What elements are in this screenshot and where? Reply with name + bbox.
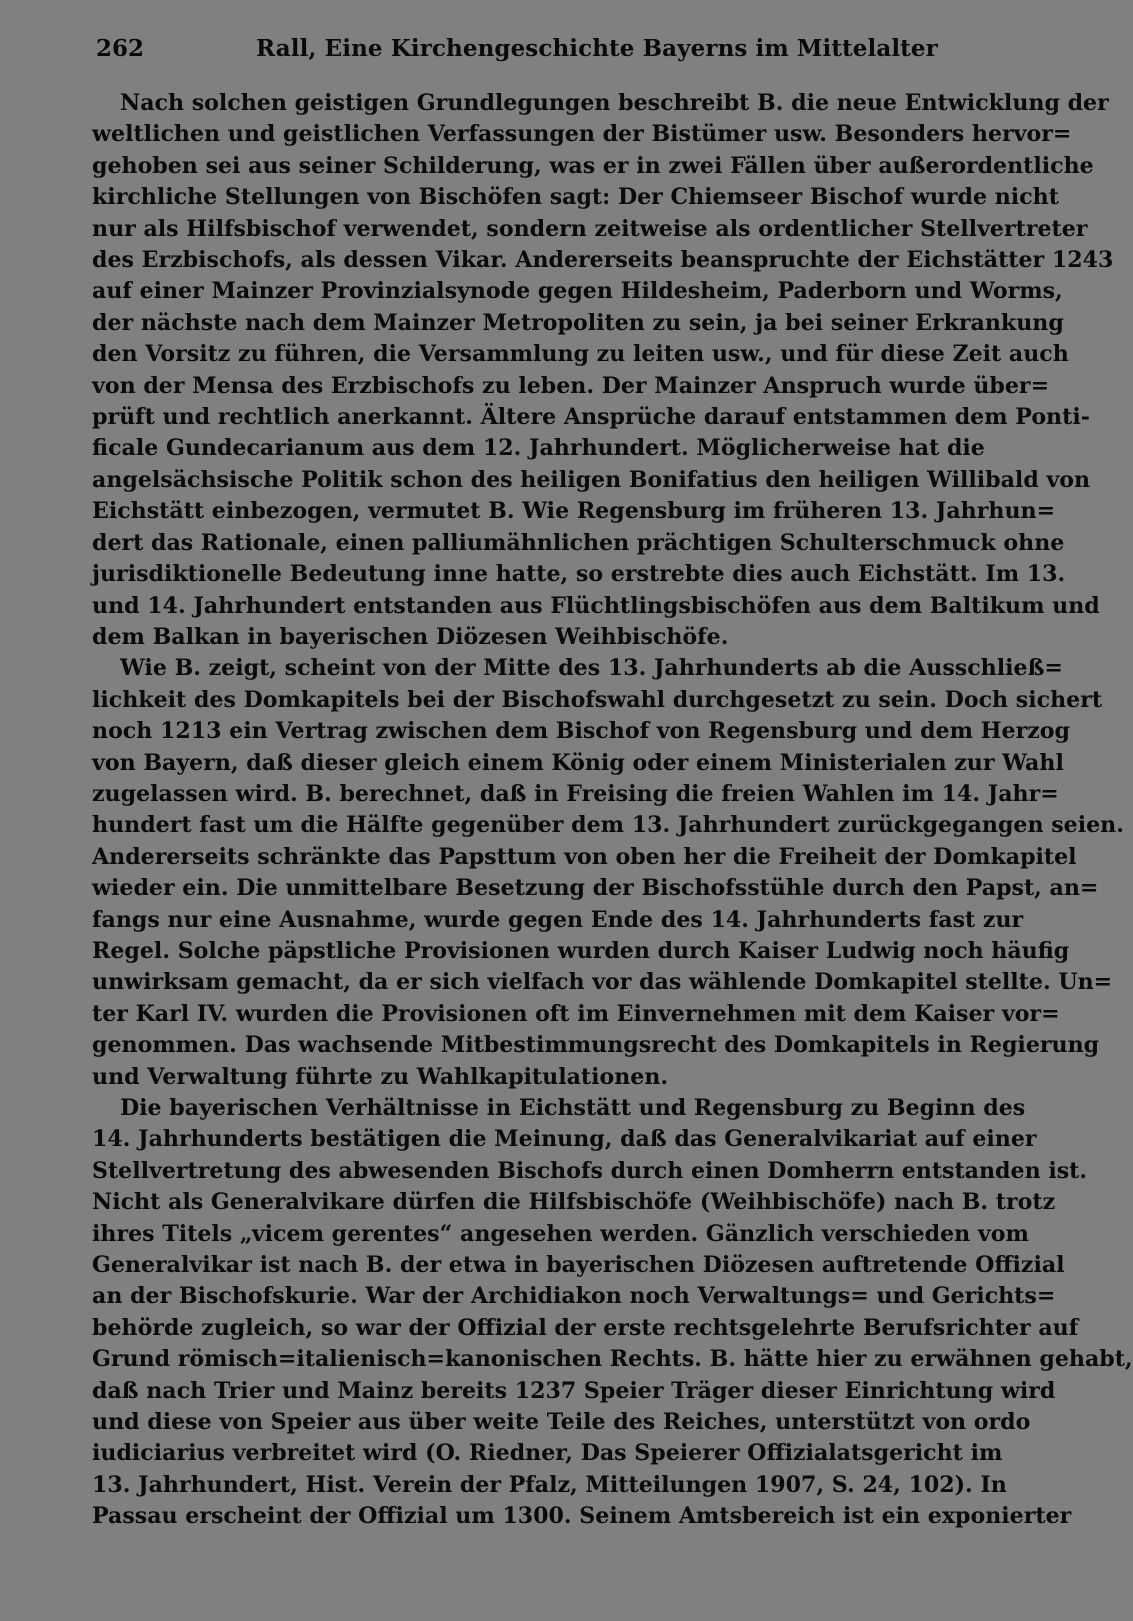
text-line: behörde zugleich, so war der Offizial der erste rechtsgelehrte Berufsrichter auf — [92, 1314, 1079, 1341]
text-line: dert das Rationale, einen palliumähnlichen prächtigen Schulterschmuck ohne — [92, 529, 1065, 556]
paragraph-2 — [92, 653, 1124, 1093]
text-line: wieder ein. Die unmittelbare Besetzung der Bischofsstühle durch den Papst, an= — [92, 875, 1099, 902]
page-number: 262 — [96, 35, 145, 62]
paragraph-1 — [92, 88, 1114, 653]
text-line: ter Karl IV. wurden die Provisionen oft im Einvernehmen mit dem Kaiser vor= — [92, 1000, 1060, 1027]
text-line: 14. Jahrhunderts bestätigen die Meinung, daß das Generalvikariat auf einer — [92, 1126, 1037, 1153]
body-text — [92, 88, 1133, 1533]
text-line: und 14. Jahrhundert entstanden aus Flüchtlingsbischöfen aus dem Baltikum und — [92, 592, 1100, 619]
text-line: und diese von Speier aus über weite Teile des Reiches, unterstützt von ordo — [92, 1409, 1031, 1436]
text-line: hundert fast um die Hälfte gegenüber dem 13. Jahrhundert zurückgegangen seien. — [92, 812, 1124, 839]
text-line: kirchliche Stellungen von Bischöfen sagt: Der Chiemseer Bischof wurde nicht — [92, 184, 1059, 211]
text-line: dem Balkan in bayerischen Diözesen Weihbischöfe. — [92, 623, 729, 650]
text-line: Andererseits schränkte das Papsttum von oben her die Freiheit der Domkapitel — [92, 843, 1077, 870]
text-line: auf einer Mainzer Provinzialsynode gegen Hildesheim, Paderborn und Worms, — [92, 278, 1063, 305]
text-line: Generalvikar ist nach B. der etwa in bayerischen Diözesen auftretende Offizial — [92, 1252, 1065, 1279]
text-line: gehoben sei aus seiner Schilderung, was er in zwei Fällen über außerordentliche — [92, 152, 1094, 179]
text-line: fangs nur eine Ausnahme, wurde gegen Ende des 14. Jahrhunderts fast zur — [92, 906, 1024, 933]
text-line: zugelassen wird. B. berechnet, daß in Freising die freien Wahlen im 14. Jahr= — [92, 780, 1059, 807]
text-line: noch 1213 ein Vertrag zwischen dem Bischof von Regensburg und dem Herzog — [92, 718, 1070, 745]
text-line: Stellvertretung des abwesenden Bischofs durch einen Domherrn entstanden ist. — [92, 1157, 1088, 1184]
page-header — [96, 32, 942, 66]
text-line: Grund römisch=italienisch=kanonischen Rechts. B. hätte hier zu erwähnen gehabt, — [92, 1346, 1133, 1373]
text-line: prüft und rechtlich anerkannt. Ältere Ansprüche darauf entstammen dem Ponti- — [92, 404, 1090, 431]
text-line: Wie B. zeigt, scheint von der Mitte des 13. Jahrhunderts ab die Ausschließ= — [120, 655, 1063, 682]
text-line: den Vorsitz zu führen, die Versammlung zu leiten usw., und für diese Zeit auch — [92, 341, 1069, 368]
text-line: ihres Titels „vicem gerentes“ angesehen werden. Gänzlich verschieden vom — [92, 1220, 1029, 1247]
text-line: ficale Gundecarianum aus dem 12. Jahrhundert. Möglicherweise hat die — [92, 435, 985, 462]
text-line: Die bayerischen Verhältnisse in Eichstätt und Regensburg zu Beginn des — [120, 1095, 1026, 1121]
text-line: und Verwaltung führte zu Wahlkapitulationen. — [92, 1063, 669, 1090]
text-line: angelsächsische Politik schon des heiligen Bonifatius den heiligen Willibald von — [92, 466, 1091, 493]
text-line: nur als Hilfsbischof verwendet, sondern zeitweise als ordentlicher Stellvertreter — [92, 215, 1088, 242]
text-line: Passau erscheint der Offizial um 1300. Seinem Amtsbereich ist ein exponierter — [92, 1503, 1072, 1530]
text-line: Regel. Solche päpstliche Provisionen wurden durch Kaiser Ludwig noch häufig — [92, 937, 1070, 964]
text-line: jurisdiktionelle Bedeutung inne hatte, so erstrebte dies auch Eichstätt. Im 13. — [92, 561, 1066, 588]
text-line: an der Bischofskurie. War der Archidiakon noch Verwaltungs= und Gerichts= — [92, 1283, 1056, 1310]
running-title: Rall, Eine Kirchengeschichte Bayerns im Mittelalter — [256, 35, 938, 62]
text-line: von Bayern, daß dieser gleich einem König oder einem Ministerialen zur Wahl — [92, 749, 1064, 776]
text-line: Nicht als Generalvikare dürfen die Hilfsbischöfe (Weihbischöfe) nach B. trotz — [92, 1189, 1056, 1216]
text-line: des Erzbischofs, als dessen Vikar. Andererseits beanspruchte der Eichstätter 1243 — [92, 247, 1114, 274]
text-line: der nächste nach dem Mainzer Metropoliten zu sein, ja bei seiner Erkrankung — [92, 309, 1064, 336]
text-line: 13. Jahrhundert, Hist. Verein der Pfalz, Mitteilungen 1907, S. 24, 102). In — [92, 1471, 1007, 1498]
text-line: iudiciarius verbreitet wird (O. Riedner, Das Speierer Offizialatsgericht im — [92, 1440, 1003, 1467]
text-line: daß nach Trier und Mainz bereits 1237 Speier Träger dieser Einrichtung wird — [92, 1377, 1056, 1404]
text-line: Eichstätt einbezogen, vermutet B. Wie Regensburg im früheren 13. Jahrhun= — [92, 498, 1056, 525]
text-line: von der Mensa des Erzbischofs zu leben. Der Mainzer Anspruch wurde über= — [92, 372, 1050, 399]
text-line: lichkeit des Domkapitels bei der Bischofswahl durchgesetzt zu sein. Doch sichert — [92, 686, 1103, 713]
text-line: genommen. Das wachsende Mitbestimmungsrecht des Domkapitels in Regierung — [92, 1032, 1100, 1059]
text-line: Nach solchen geistigen Grundlegungen beschreibt B. die neue Entwicklung der — [120, 90, 1109, 116]
text-line: unwirksam gemacht, da er sich vielfach vor das wählende Domkapitel stellte. Un= — [92, 969, 1113, 996]
text-line: weltlichen und geistlichen Verfassungen der Bistümer usw. Besonders hervor= — [92, 121, 1072, 148]
paragraph-3 — [92, 1093, 1133, 1533]
